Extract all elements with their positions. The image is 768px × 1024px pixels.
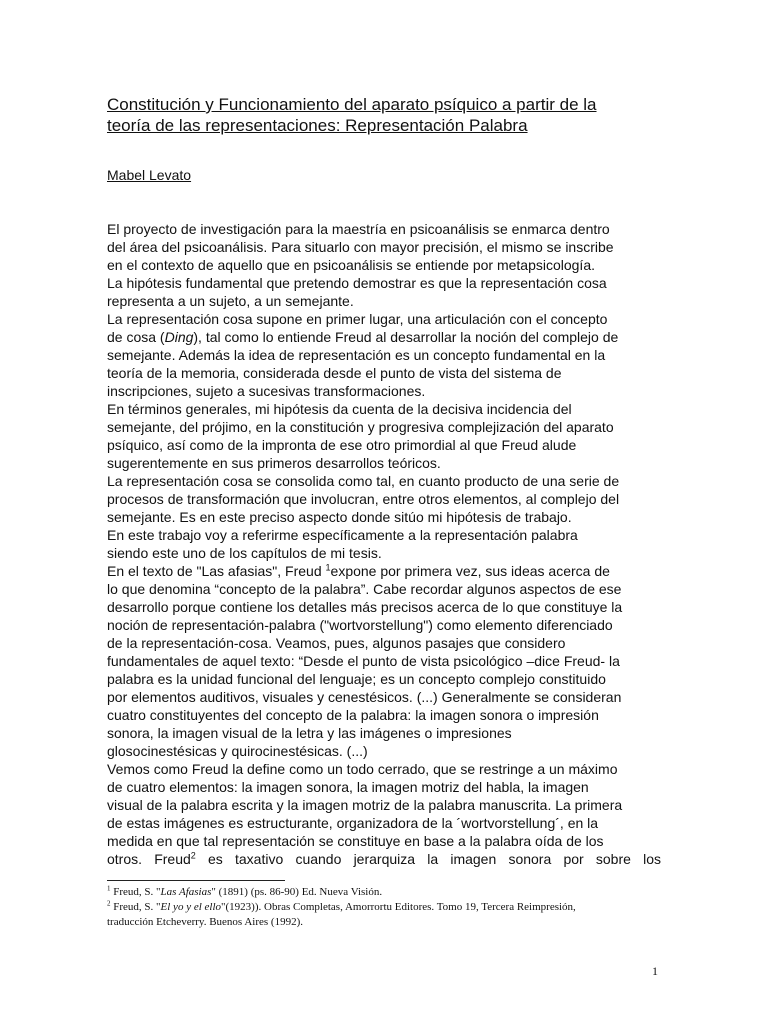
body-line: inscripciones, sujeto a sucesivas transformaciones. [107, 383, 426, 399]
text-run: Freud, S. " [110, 901, 161, 913]
footnote-2-continuation: traducción Etcheverry. Buenos Aires (1992). [107, 916, 304, 928]
body-line: glosocinestésicas y quirocinestésicas. (...) [107, 743, 368, 759]
footnote-ref[interactable]: 1 [325, 562, 331, 573]
body-line: de estas imágenes es estructurante, organizadora de la ´wortvorstellung´, en la [107, 815, 599, 831]
body-line: sugerentemente en sus primeros desarrollos teóricos. [107, 455, 441, 471]
body-line: palabra es la unidad funcional del lenguaje; es un concepto complejo constituido [107, 671, 606, 687]
text-run: En el texto de "Las afasias", Freud [107, 563, 326, 579]
text-run: Freud, S. " [110, 886, 161, 898]
body-line: cuatro constituyentes del concepto de la palabra: la imagen sonora o impresión [107, 707, 599, 723]
text-run: otros. Freud [107, 851, 191, 867]
body-line: En términos generales, mi hipótesis da cuenta de la decisiva incidencia del [107, 401, 572, 417]
body-line: La representación cosa se consolida como tal, en cuanto producto de una serie de [107, 473, 620, 489]
footnote-divider [107, 880, 285, 881]
body-line: de la representación-cosa. Veamos, pues, algunos pasajes que considero [107, 635, 566, 651]
title-line: teoría de las representaciones: Representación Palabra [107, 116, 528, 135]
body-line [107, 850, 661, 868]
body-line: lo que denomina “concepto de la palabra”. Cabe recordar algunos aspectos de ese [107, 581, 622, 597]
author-name: Mabel Levato [107, 167, 192, 183]
footnote-mark: 2 [107, 899, 111, 908]
text-run: "(1923)). Obras Completas, Amorrortu Editores. Tomo 19, Tercera Reimpresión, [221, 901, 576, 913]
body-line: La hipótesis fundamental que pretendo demostrar es que la representación cosa [107, 275, 607, 291]
body-line: noción de representación-palabra ("wortvorstellung") como elemento diferenciado [107, 617, 613, 633]
body-line: por elementos auditivos, visuales y cenestésicos. (...) Generalmente se consideran [107, 689, 622, 705]
body-line: teoría de la memoria, considerada desde el punto de vista del sistema de [107, 365, 562, 381]
footnote-2 [107, 900, 667, 915]
body-text [107, 220, 661, 868]
text-run: expone por primera vez, sus ideas acerca de [330, 563, 610, 579]
body-line: Vemos como Freud la define como un todo cerrado, que se restringe a un máximo [107, 761, 618, 777]
body-line: medida en que tal representación se constituye en base a la palabra oída de los [107, 833, 604, 849]
body-line: La representación cosa supone en primer lugar, una articulación con el concepto [107, 311, 608, 327]
italic-term: Ding [164, 329, 194, 345]
body-line: de cuatro elementos: la imagen sonora, la imagen motriz del habla, la imagen [107, 779, 589, 795]
text-run: es taxativo cuando jerarquiza la imagen sonora por sobre los [195, 851, 662, 867]
body-line: semejante, del prójimo, en la constitución y progresiva complejización del aparato [107, 419, 614, 435]
italic-title: Las Afasias [160, 886, 212, 898]
body-line: visual de la palabra escrita y la imagen motriz de la palabra manuscrita. La primera [107, 797, 623, 813]
footnotes [107, 885, 667, 930]
body-line: sonora, la imagen visual de la letra y las imágenes o impresiones [107, 725, 512, 741]
document-title [107, 94, 667, 136]
text-run: de cosa ( [107, 329, 165, 345]
body-line: siendo este uno de los capítulos de mi tesis. [107, 545, 382, 561]
footnote-ref[interactable]: 2 [190, 850, 196, 861]
footnote-mark: 1 [107, 884, 111, 893]
page-number: 1 [652, 964, 658, 978]
body-line: procesos de transformación que involucran, entre otros elementos, al complejo del [107, 491, 620, 507]
footnote-1 [107, 885, 667, 900]
body-line: del área del psicoanálisis. Para situarlo con mayor precisión, el mismo se inscribe [107, 239, 614, 255]
text-run: ), tal como lo entiende Freud al desarrollar la noción del complejo de [193, 329, 619, 345]
body-line [107, 562, 661, 580]
body-line: representa a un sujeto, a un semejante. [107, 293, 354, 309]
body-line: En este trabajo voy a referirme específicamente a la representación palabra [107, 527, 578, 543]
body-line: psíquico, así como de la impronta de ese otro primordial al que Freud alude [107, 437, 577, 453]
body-line: fundamentales de aquel texto: “Desde el punto de vista psicológico –dice Freud- la [107, 653, 620, 669]
body-line: semejante. Además la idea de representación es un concepto fundamental en la [107, 347, 606, 363]
body-line: desarrollo porque contiene los detalles más precisos acerca de lo que constituye la [107, 599, 623, 615]
text-run: " (1891) (ps. 86-90) Ed. Nueva Visión. [211, 886, 383, 898]
body-line: El proyecto de investigación para la maestría en psicoanálisis se enmarca dentro [107, 221, 610, 237]
body-line: semejante. Es en este preciso aspecto donde sitúo mi hipótesis de trabajo. [107, 509, 572, 525]
body-line [107, 328, 661, 346]
italic-title: El yo y el ello [160, 901, 222, 913]
title-line: Constitución y Funcionamiento del aparato psíquico a partir de la [107, 95, 597, 114]
body-line: en el contexto de aquello que en psicoanálisis se entiende por metapsicología. [107, 257, 595, 273]
